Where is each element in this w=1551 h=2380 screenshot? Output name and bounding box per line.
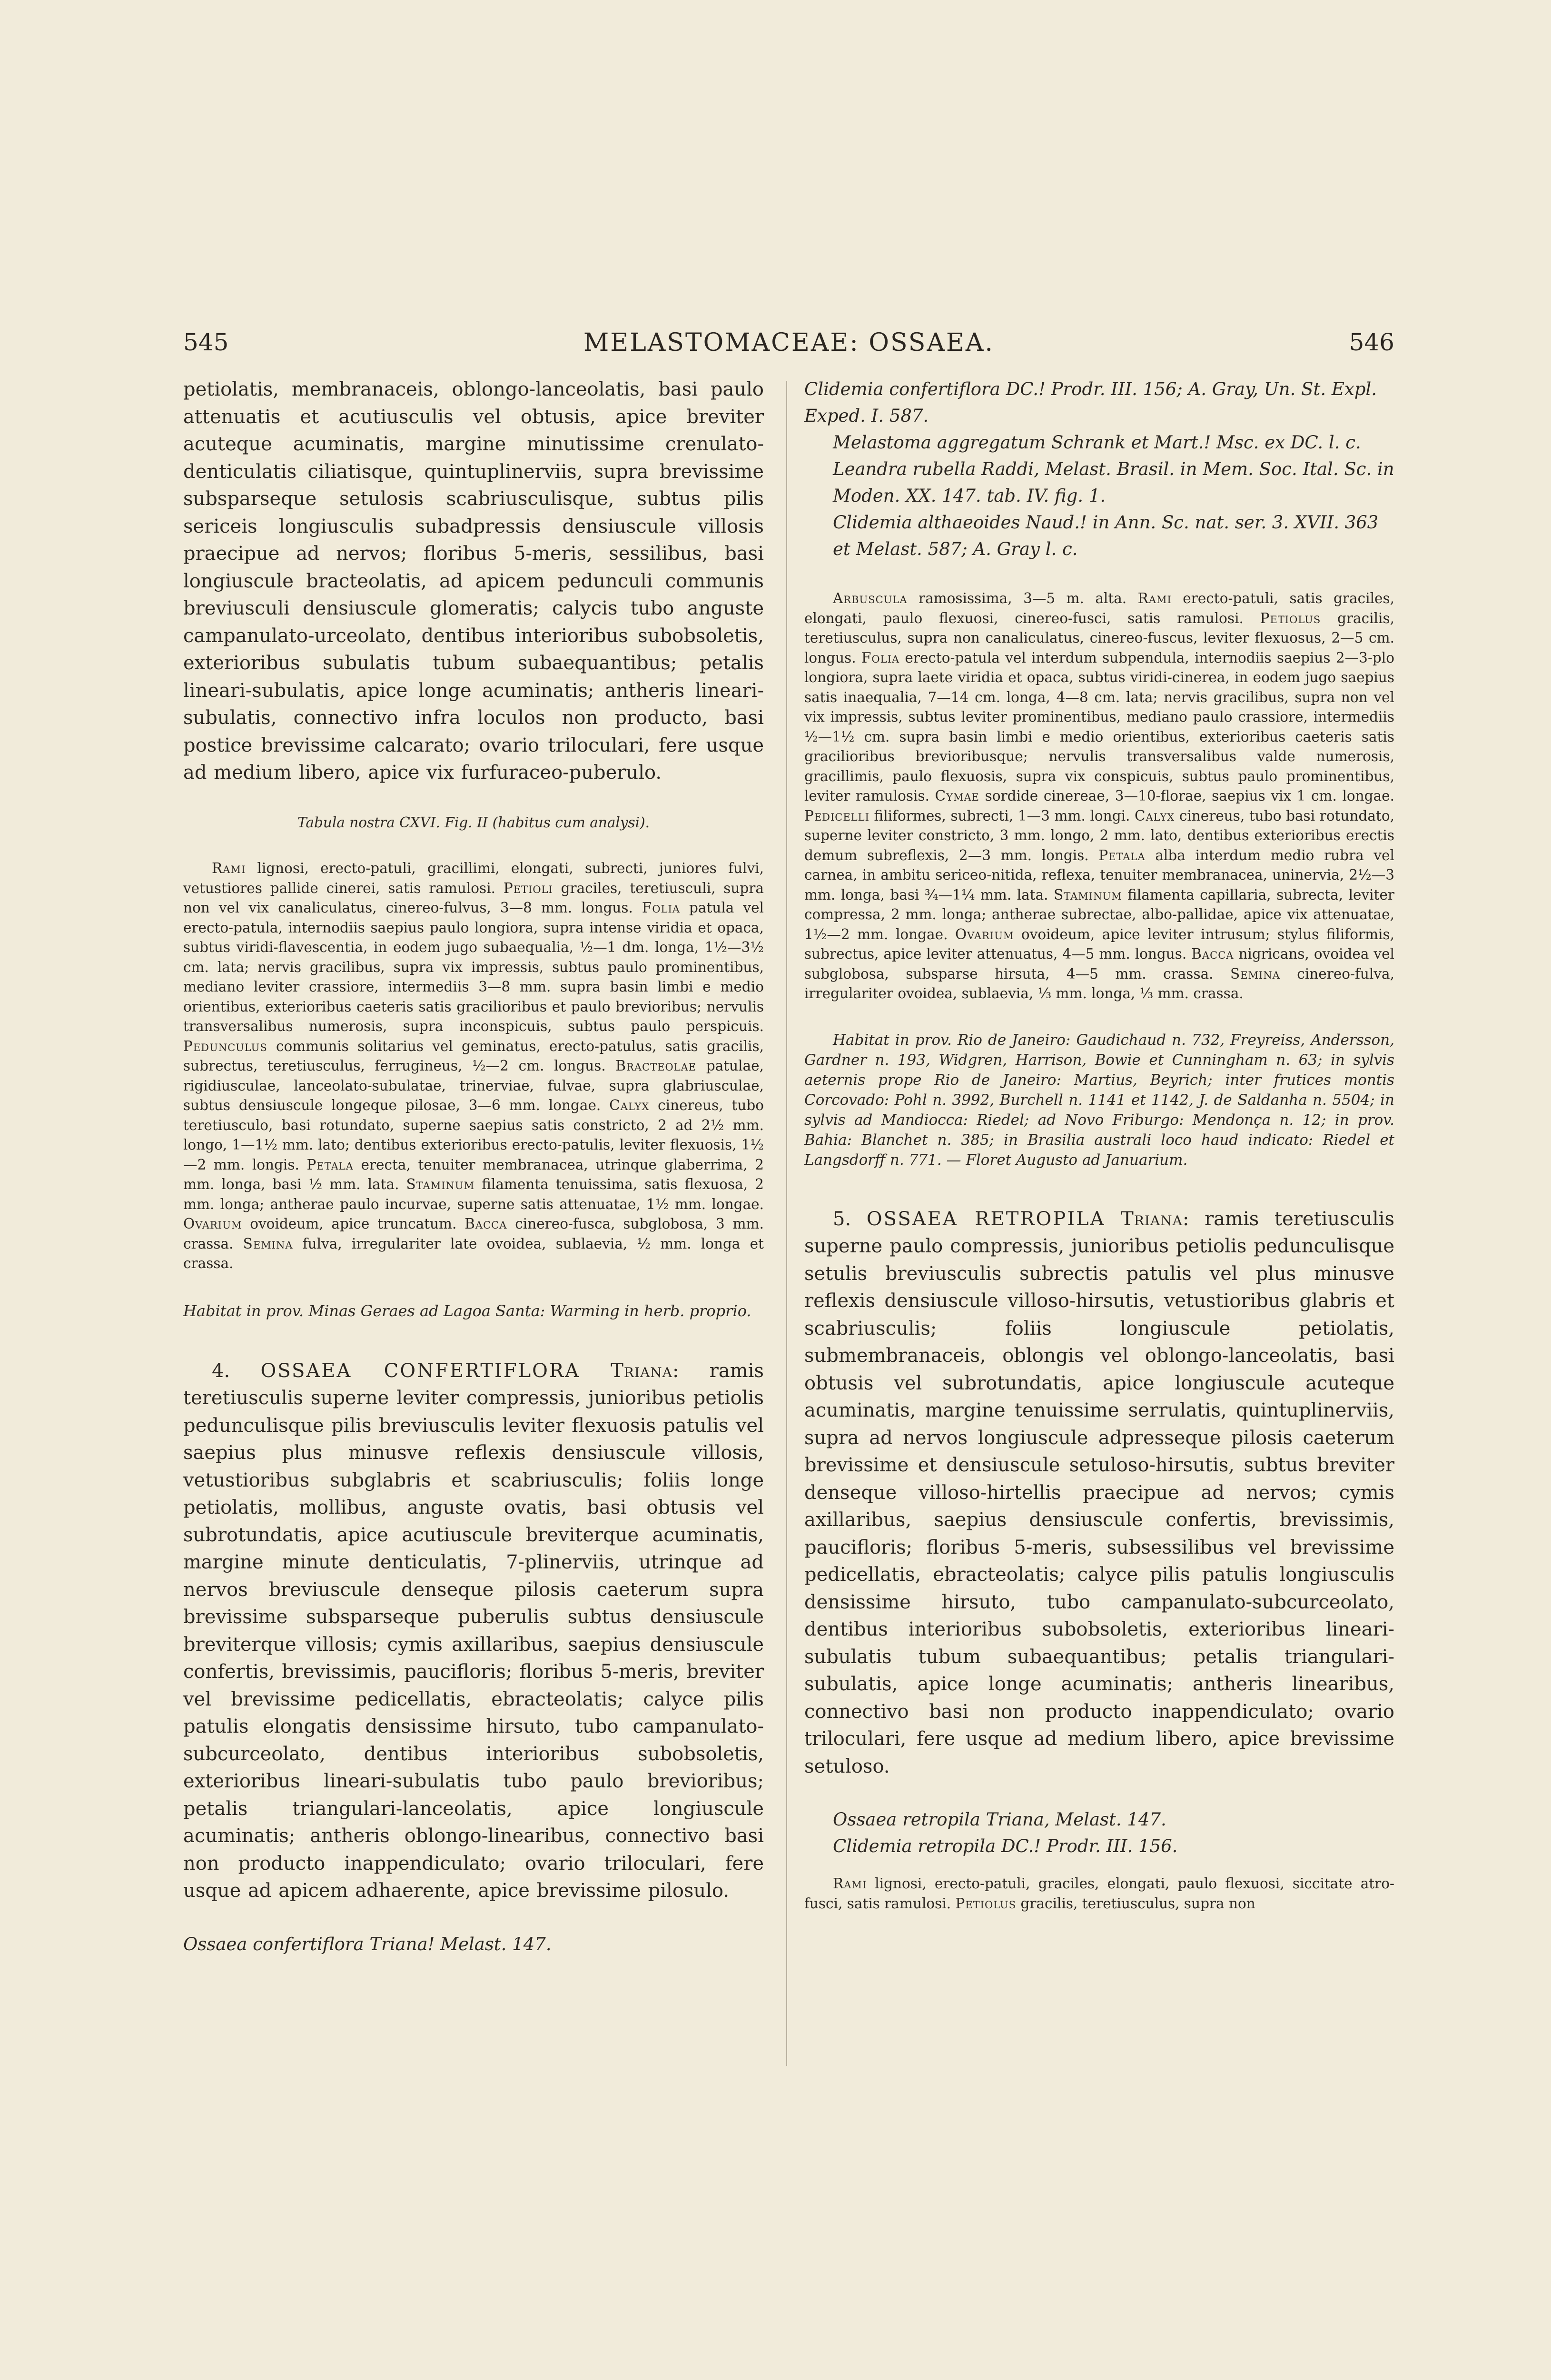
term-calyx: Calyx xyxy=(1135,807,1175,824)
term-rami: Rami xyxy=(1137,590,1172,606)
species-5-text: : ramis teretiusculis superne paulo compressis, junioribus petiolis pedunculisque setulis breviusculis subrectis patulis vel plus minusve reflexis densiuscule villoso-hirsutis, vetustioribus glabris et scabriusculis; foliis longiuscule petiolatis, submembranaceis, oblongis vel oblongo-lanceolatis, basi obtusis vel subrotundatis, apice longiuscule acuteque acuminatis, margine tenuissime serrulatis, quintuplinerviis, supra ad nervos longiuscule adpresseque pilosis caeterum brevissime et densiuscule setuloso-hirsutis, subtus breviter denseque villoso-hirtellis praecipue ad nervos; cymis axillaribus, saepius densiuscule confertis, brevissimis, paucifloris; floribus 5-meris, subsessilibus vel brevissime pedicellatis, ebracteolatis; calyce pilis patulis longiusculis densissime hirsuto, tubo campanulato-subcurceolato, dentibus interioribus subobsoletis, exterioribus lineari-subulatis tubum subaequantibus; petalis triangulari-subulatis, apice longe acuminatis; antheris linearibus, connectivo basi non producto inappendiculato; ovario triloculari, fere usque ad medium libero, apice brevissime setuloso. xyxy=(804,1208,1394,1777)
text-staminum: filamenta capillaria, subrecta, leviter compressa, 2 mm. longa; antherae subrectae, albo-pallidae, apice vix attenuatae, 1½—2 mm. longae. xyxy=(804,886,1395,942)
term-petiolus-2: Petiolus xyxy=(955,1895,1017,1912)
column-divider xyxy=(786,381,787,2066)
text-rami: erecto-patuli, satis graciles, elongati, paulo flexuosi, cinereo-fusci, satis ramulosi. xyxy=(804,590,1394,626)
term-folia: Folia xyxy=(642,900,681,916)
text-cymae: sordide cinereae, 3—10-florae, saepius vix 1 cm. longae. xyxy=(985,788,1394,804)
left-column xyxy=(183,376,764,1958)
text-petala: alba interdum medio rubra vel carnea, in ambitu sericeo-nitida, reflexa, tenuiter membranacea, uninervia, 2½—3 mm. longa, basi ¾—1¼ mm. lata. xyxy=(804,847,1394,903)
text-calyx: cinereus, tubo basi rotundato, superne leviter constricto, 3 mm. longo, 2 mm. lato, dentibus exterioribus erectis demum subreflexis, 2—3 mm. longis. xyxy=(804,807,1394,863)
text-pedunculus: communis solitarius vel geminatus, erecto-patulus, satis gracilis, subrectus, teretiusculus, ferrugineus, ½—2 cm. longus. xyxy=(183,1038,764,1074)
page-header xyxy=(183,328,1394,367)
term-semina: Semina xyxy=(243,1235,293,1252)
species-5-author: Triana xyxy=(1121,1208,1183,1230)
text-petiolus-2: gracilis, teretiusculus, supra non xyxy=(1020,1895,1255,1912)
text-folia: patula vel erecto-patula, internodiis saepius paulo longiora, supra intense viridia et opaca, subtus viridi-flavescentia, in eodem jugo subaequalia, ½—1 dm. longa, 1½—3½ cm. lata; nervis gracilibus, supra vix impressis, subtus paulo prominentibus, mediano leviter crassiore, intermediis 3—8 mm. supra basin limbi e medio orientibus, exterioribus caeteris satis gracilioribus et paulo brevioribus; nervulis transversalibus numerosis, supra inconspicuis, subtus paulo perspicuis. xyxy=(183,900,764,1034)
synonym-4: Leandra rubella Raddi, Melast. Brasil. in Mem. Soc. Ital. Sc. in Moden. XX. 147. tab. IV. fig. 1. xyxy=(833,459,1394,506)
term-petiolus: Petiolus xyxy=(1260,610,1321,626)
diagnosis-continued: petiolatis, membranaceis, oblongo-lanceolatis, basi paulo attenuatis et acutiusculis vel obtusis, apice breviter acuteque acuminatis, margine minutissime crenulato-denticulatis ciliatisque, quintuplinerviis, supra brevissime subsparseque setulosis scabriusculisque, subtus pilis sericeis longiusculis subadpressis densiuscule villosis praecipue ad nervos; floribus 5-meris, sessilibus, basi longiuscule bracteolatis, ad apicem pedunculi communis breviusculi densiuscule glomeratis; calycis tubo anguste campanulato-urceolato, dentibus interioribus subobsoletis, exterioribus subulatis tubum subaequantibus; petalis lineari-subulatis, apice longe acuminatis; antheris lineari-subulatis, connectivo infra loculos non producto, basi postice brevissime calcarato; ovario triloculari, fere usque ad medium libero, apice vix furfuraceo-puberulo. xyxy=(183,378,764,783)
term-arbuscula: Arbuscula xyxy=(833,590,908,606)
term-bacca: Bacca xyxy=(1191,946,1234,962)
synonym-5: Clidemia althaeoides Naud.! in Ann. Sc. nat. ser. 3. XVII. 363 et Melast. 587; A. Gray l. c. xyxy=(833,512,1379,559)
term-semina: Semina xyxy=(1230,965,1280,982)
term-bacca: Bacca xyxy=(464,1216,507,1232)
text-staminum: filamenta tenuissima, satis flexuosa, 2 mm. longa; antherae paulo incurvae, superne satis attenuatae, 1½ mm. longae. xyxy=(183,1176,764,1212)
term-ovarium: Ovarium xyxy=(183,1216,242,1232)
term-calyx: Calyx xyxy=(609,1097,650,1113)
species-4-name: OSSAEA CONFERTIFLORA xyxy=(260,1359,580,1382)
text-bacca: cinereo-fusca, subglobosa, 3 mm. crassa. xyxy=(183,1216,764,1252)
term-petioli: Petioli xyxy=(503,880,553,896)
morphology-description xyxy=(183,859,764,1274)
term-staminum: Staminum xyxy=(1054,886,1122,903)
synonym-2: Clidemia confertiflora DC.! Prodr. III. 156; A. Gray, Un. St. Expl. Exped. I. 587. xyxy=(804,379,1377,426)
term-pedunculus: Pedunculus xyxy=(183,1038,267,1054)
term-staminum: Staminum xyxy=(406,1176,475,1192)
species-5-name: OSSAEA RETROPILA xyxy=(866,1208,1106,1230)
morphology-description-2 xyxy=(804,589,1394,1004)
text-calyx: cinereus, tubo teretiusculo, basi rotundato, superne saepius satis constricto, 2 ad 2½ mm. longo, 1—1½ mm. lato; dentibus exterioribus erecto-patulis, leviter flexuosis, 1½—2 mm. longis. xyxy=(183,1097,764,1173)
page-number-left: 545 xyxy=(183,328,229,356)
text-pedicelli: filiformes, subrecti, 1—3 mm. longi. xyxy=(874,807,1130,824)
species-4-text: : ramis teretiusculis superne leviter compressis, junioribus petiolis pedunculisque pilis breviusculis leviter flexuosis patulis vel saepius plus minusve reflexis densiuscule villosis, vetustioribus subglabris et scabriusculis; foliis longe petiolatis, mollibus, anguste ovatis, basi obtusis vel subrotundatis, apice acutiuscule breviterque acuminatis, margine minute denticulatis, 7-plinerviis, utrinque ad nervos breviuscule denseque pilosis caeterum supra brevissime subsparseque puberulis subtus densiuscule breviterque villosis; cymis axillaribus, saepius densiuscule confertis, brevissimis, paucifloris; floribus 5-meris, breviter vel brevissime pedicellatis, ebracteolatis; calyce pilis patulis elongatis densissime hirsuto, tubo campanulato-subcurceolato, dentibus interioribus subobsoletis, exterioribus lineari-subulatis tubo paulo brevioribus; petalis triangulari-lanceolatis, apice longiuscule acuminatis; antheris oblongo-linearibus, connectivo basi non producto inappendiculato; ovario triloculari, fere usque ad apicem adhaerente, apice brevissime pilosulo. xyxy=(183,1359,764,1902)
page-number-right: 546 xyxy=(1349,328,1394,356)
text-bracteolae: patulae, rigidiusculae, lanceolato-subulatae, trinerviae, fulvae, supra glabriusculae, subtus densiuscule longeque pilosae, 3—6 mm. longae. xyxy=(183,1058,764,1113)
text-ovarium: ovoideum, apice leviter intrusum; stylus filiformis, subrectus, apice leviter attenuatus, 4—5 mm. longus. xyxy=(804,926,1394,962)
text-arbuscula: ramosissima, 3—5 m. alta. xyxy=(918,590,1127,606)
text-semina: fulva, irregulariter late ovoidea, sublaevia, ½ mm. longa et crassa. xyxy=(183,1235,764,1271)
text-semina: cinereo-fulva, irregulariter ovoidea, sublaevia, ⅓ mm. longa, ⅓ mm. crassa. xyxy=(804,965,1394,1002)
term-rami-2: Rami xyxy=(833,1875,867,1892)
species-5-number: 5. xyxy=(833,1208,851,1230)
synonym-7: Clidemia retropila DC.! Prodr. III. 156. xyxy=(833,1836,1178,1856)
species-4-author: Triana xyxy=(611,1359,673,1382)
running-title: MELASTOMACEAE: OSSAEA. xyxy=(583,328,994,357)
text-petioli: graciles, teretiusculi, supra non vel vix canaliculatus, cinereo-fulvus, 3—8 mm. longus. xyxy=(183,880,764,916)
text-petala: erecta, tenuiter membranacea, utrinque glaberrima, 2 mm. longa, basi ½ mm. lata. xyxy=(183,1156,764,1192)
text-bacca: nigricans, ovoidea vel subglobosa, subsparse hirsuta, 4—5 mm. crassa. xyxy=(804,946,1394,982)
plate-reference: Tabula nostra CXVI. Fig. II (habitus cum analysi). xyxy=(297,814,650,831)
term-bracteolae: Bracteolae xyxy=(615,1058,697,1074)
habitat-note: Habitat in prov. Minas Geraes ad Lagoa Santa: Warming in herb. proprio. xyxy=(183,1301,751,1320)
species-5-diagnosis xyxy=(804,1206,1394,1781)
synonym-6: Ossaea retropila Triana, Melast. 147. xyxy=(833,1809,1166,1830)
right-column xyxy=(804,376,1394,1914)
synonym-3: Melastoma aggregatum Schrank et Mart.! Msc. ex DC. l. c. xyxy=(833,432,1361,453)
term-ovarium: Ovarium xyxy=(955,926,1014,942)
text-rami-2: lignosi, erecto-patuli, graciles, elongati, paulo flexuosi, siccitate atro-fusci, satis ramulosi. xyxy=(804,1875,1394,1912)
text-folia: erecto-patula vel interdum subpendula, internodiis saepius 2—3-plo longiora, supra laete viridia et opaca, subtus viridi-cinerea, in eodem jugo saepius satis inaequalia, 7—14 cm. longa, 4—8 cm. lata; nervis gracilibus, supra non vel vix impressis, subtus leviter prominentibus, mediano paulo crassiore, intermediis ½—1½ cm. supra basin limbi e medio orientibus, exterioribus caeteris satis gracilioribus brevioribusque; nervulis transversalibus valde numerosis, gracillimis, paulo flexuosis, supra vix conspicuis, subtus paulo prominentibus, leviter ramulosis. xyxy=(804,649,1394,804)
term-petala: Petala xyxy=(306,1156,354,1173)
term-folia: Folia xyxy=(861,649,900,666)
text-petiolus: gracilis, teretiusculus, supra non canaliculatus, cinereo-fuscus, leviter flexuosus, 2—5 cm. longus. xyxy=(804,610,1394,666)
habitat-note-2: Habitat in prov. Rio de Janeiro: Gaudichaud n. 732, Freyreiss, Andersson, Gardner n. 193, Widgren, Harrison, Bowie et Cunningham n. 63; in sylvis aeternis prope Rio de Janeiro: Martius, Beyrich; inter frutices montis Corcovado: Pohl n. 3992, Burchell n. 1141 et 1142, J. de Saldanha n. 5504; in sylvis ad Mandiocca: Riedel; ad Novo Friburgo: Mendonça n. 12; in prov. Bahia: Blanchet n. 385; in Brasilia australi loco haud indicato: Riedel et Langsdorff n. 771. — Floret Augusto ad Januarium. xyxy=(804,1031,1394,1169)
term-cymae: Cymae xyxy=(935,788,979,804)
species-4-number: 4. xyxy=(212,1359,230,1382)
term-petala: Petala xyxy=(1098,847,1146,863)
term-pedicelli: Pedicelli xyxy=(804,807,869,824)
species-4-diagnosis xyxy=(183,1358,764,1905)
term-rami: Rami xyxy=(212,860,246,876)
morphology-description-3 xyxy=(804,1874,1394,1914)
text-ovarium: ovoideum, apice truncatum. xyxy=(250,1216,457,1232)
text-rami: lignosi, erecto-patuli, gracillimi, elongati, subrecti, juniores fulvi, vetustiores pallide cinerei, satis ramulosi. xyxy=(183,860,764,896)
synonym-1: Ossaea confertiflora Triana! Melast. 147. xyxy=(183,1934,552,1954)
